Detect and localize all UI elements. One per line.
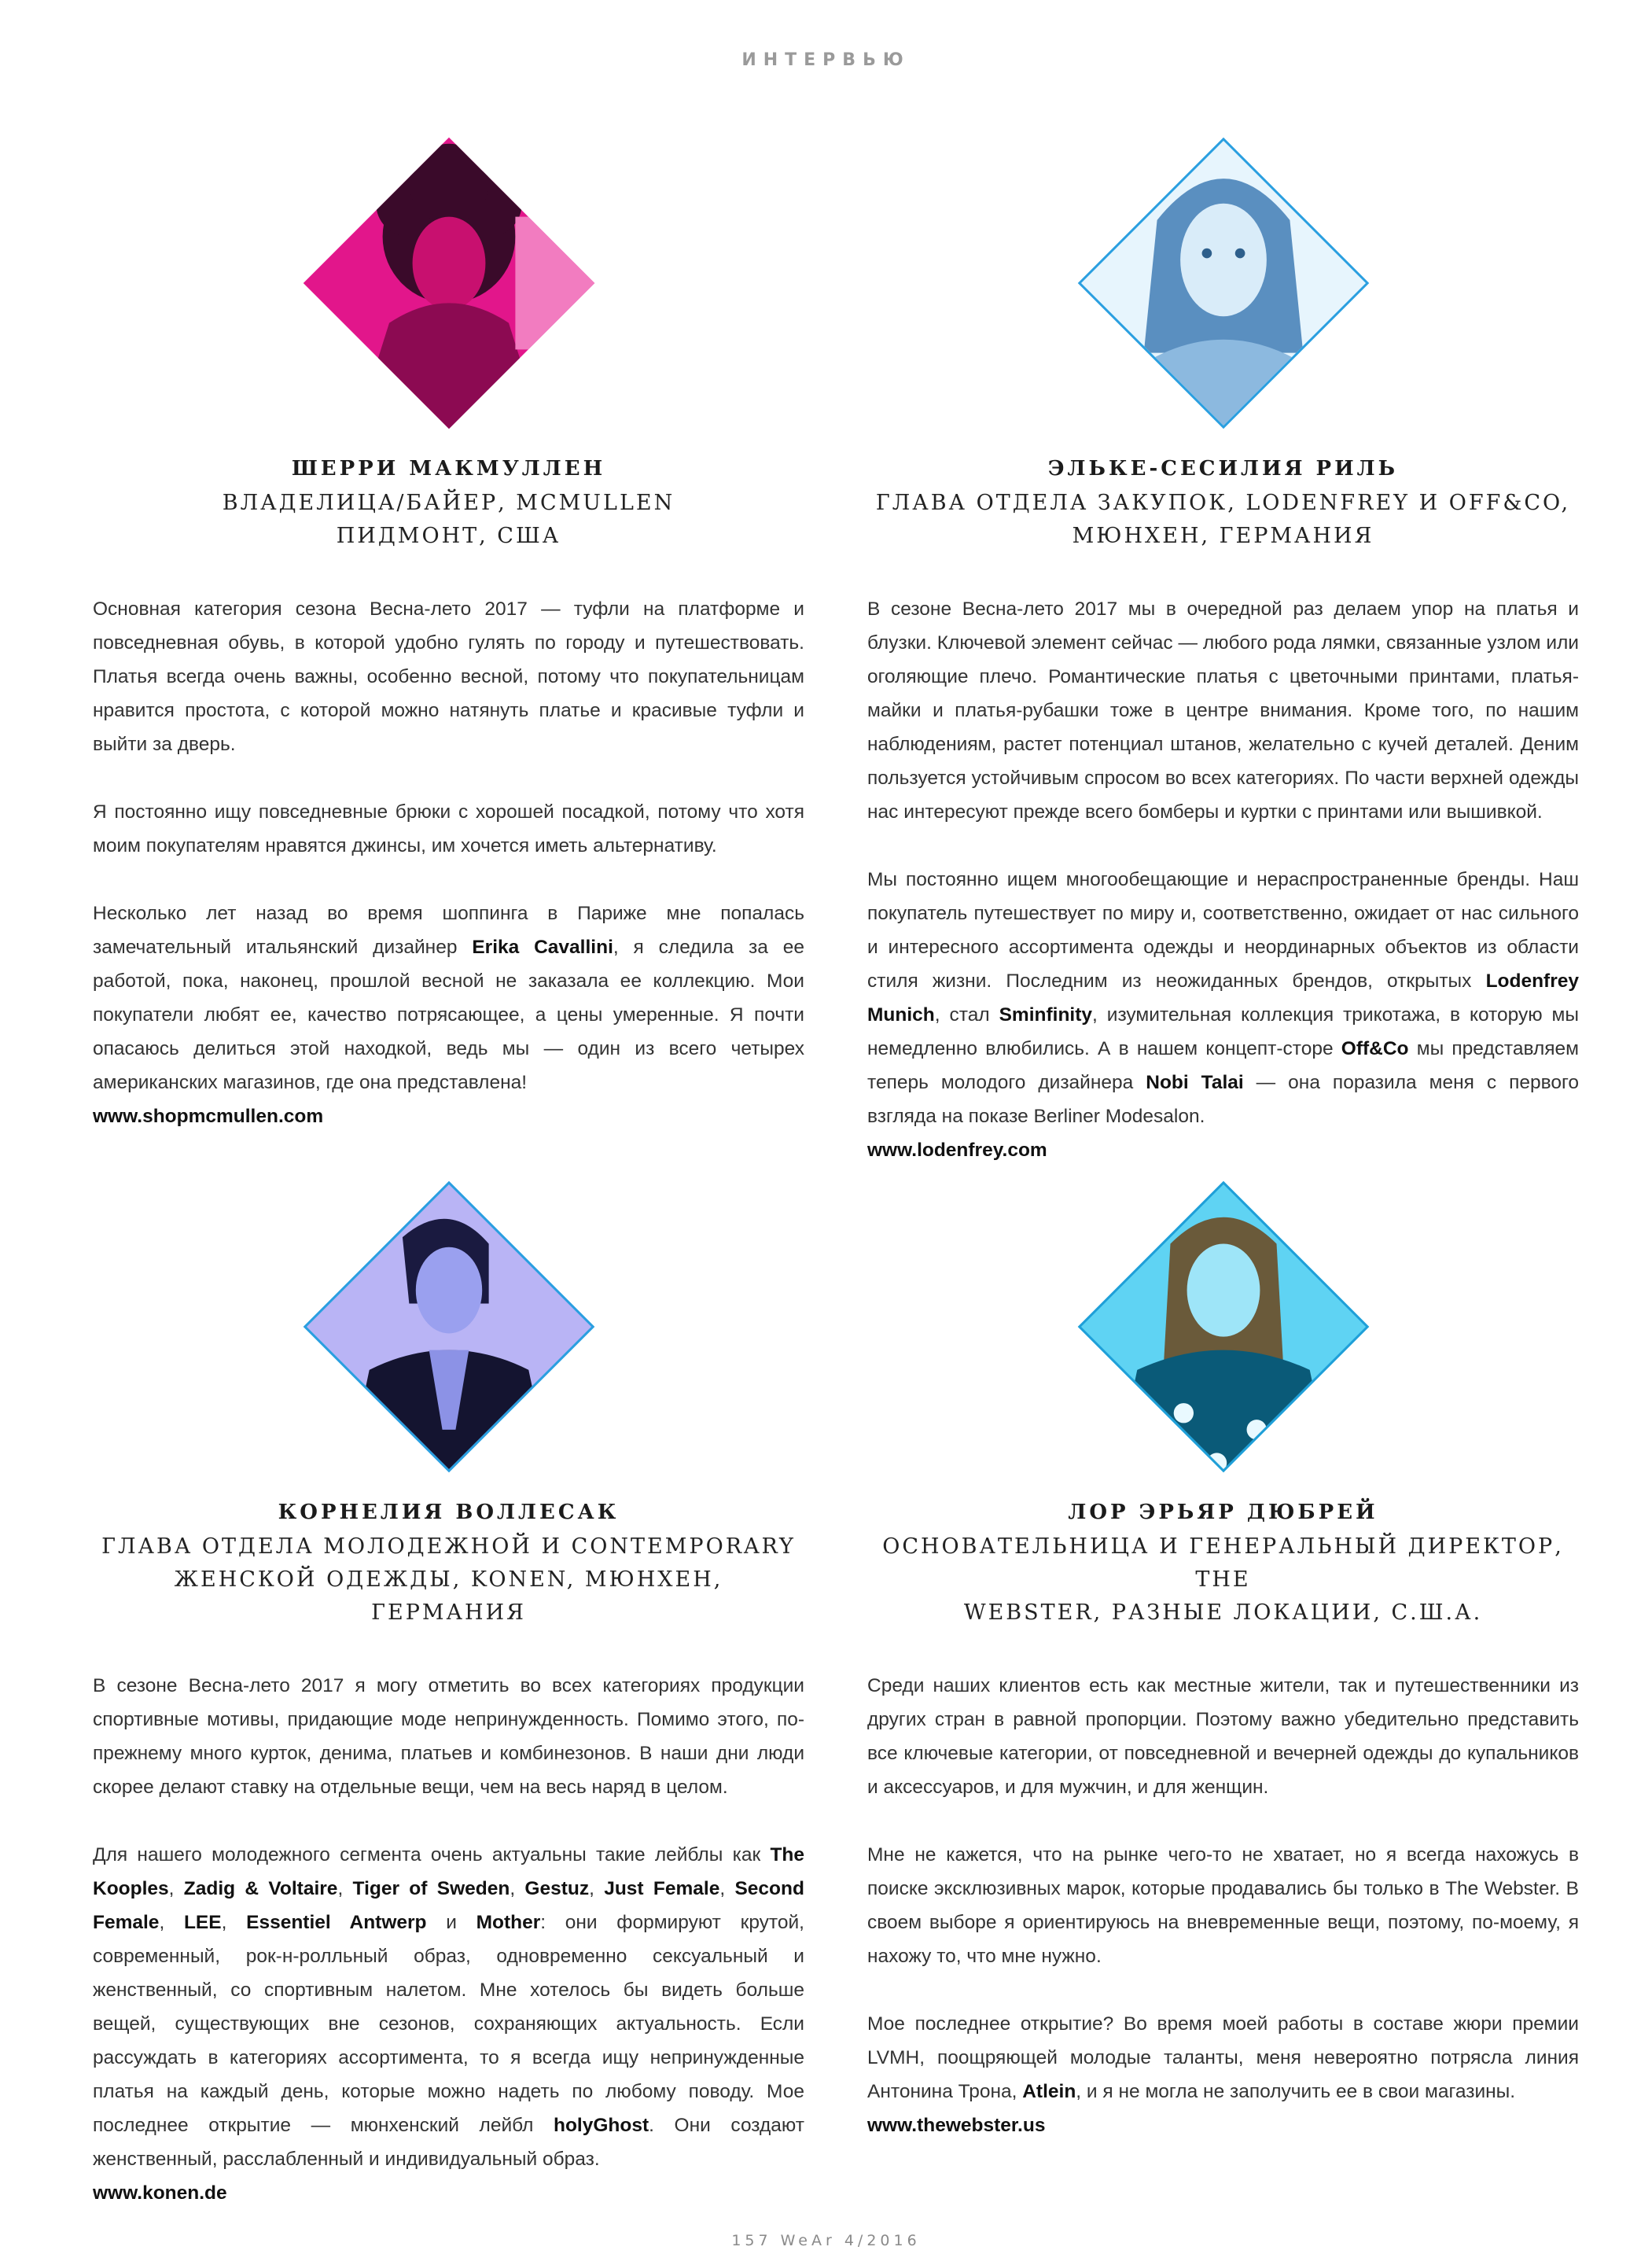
brand-name: Just Female [604, 1878, 720, 1899]
interview-text [93, 1669, 804, 2210]
role-line: ОСНОВАТЕЛЬНИЦА И ГЕНЕРАЛЬНЫЙ ДИРЕКТОР, THE [882, 1534, 1564, 1592]
portrait-photo-cyan [1077, 1181, 1369, 1473]
website-link[interactable]: www.thewebster.us [867, 2115, 1046, 2136]
role-line: ЖЕНСКОЙ ОДЕЖДЫ, KONEN, МЮНХЕН, ГЕРМАНИЯ [174, 1567, 723, 1625]
page-number: 157 [731, 2232, 772, 2249]
role-line: WEBSTER, РАЗНЫЕ ЛОКАЦИИ, С.Ш.А. [963, 1600, 1483, 1625]
website-link[interactable]: www.shopmcmullen.com [93, 1106, 324, 1127]
interview-text [867, 592, 1579, 1167]
interview-card [867, 1181, 1579, 2142]
portrait [1078, 138, 1369, 429]
brand-name: Nobi Talai [1146, 1072, 1244, 1093]
paragraph: Основная категория сезона Весна-лето 2017 — туфли на платформе и повседневная обувь, в которой удобно гулять по городу и путешествовать. Платья всегда очень важны, особенно весной, потому что покупательницам нравится простота, с которой можно натянуть платье и красивые туфли и выйти за дверь. [93, 598, 804, 755]
interview-card [93, 138, 804, 1133]
role-line: ПИДМОНТ, США [336, 524, 561, 548]
paragraph: Мне не кажется, что на рынке чего-то не хватает, но я всегда нахожусь в поиске эксклюзивных марок, которые продавались бы только в The Webster. В своем выборе я ориентируюсь на вневременные вещи, поэтому, по-моему, я нахожу то, что мне нужно. [867, 1844, 1579, 1967]
person-silhouette-icon [1077, 138, 1369, 429]
brand-name: The Kooples [93, 1844, 804, 1899]
portrait [304, 138, 594, 429]
website-link[interactable]: www.konen.de [93, 2182, 227, 2204]
brand-name: Off&Co [1341, 1038, 1409, 1059]
paragraph: В сезоне Весна-лето 2017 я могу отметить во всех категориях продукции спортивные мотивы, придающие моде непринужденность. Помимо этого, по-прежнему много курток, денима, платьев и комбинезонов. В наши дни люди скорее делают ставку на отдельные вещи, чем на весь наряд в целом. [93, 1675, 804, 1798]
paragraph: Мы постоянно ищем многообещающие и нераспространенные бренды. Наш покупатель путешествует по миру и, соответственно, ожидает от нас сильного и интересного ассортимента одежды и неординарных объектов из области стиля жизни. Последним из неожиданных брендов, открытых Lodenfrey Munich, стал Sminfinity, изумительная коллекция трикотажа, в которую мы немедленно влюбились. А в нашем концепт-сторе Off&Co мы представляем теперь молодого дизайнера Nobi Talai — она поразила меня с первого взгляда на показе Berliner Modesalon. [867, 869, 1579, 1127]
role-line: ВЛАДЕЛИЦА/БАЙЕР, MCMULLEN [222, 491, 675, 515]
person-role [93, 487, 804, 553]
paragraph: Несколько лет назад во время шоппинга в Париже мне попалась замечательный итальянский дизайнер Erika Cavallini, я следила за ее работой, пока, наконец, прошлой весной не заказала ее коллекцию. Мои покупатели любят ее, качество потрясающее, а цены умеренные. Я почти опасаюсь делиться этой находкой, ведь мы — один из всего четырех американских магазинов, где она представлена! [93, 903, 804, 1093]
magazine-name: WeAr [780, 2232, 836, 2249]
person-role [867, 1530, 1579, 1630]
brand-name: holyGhost [554, 2115, 649, 2136]
issue-number: 4/2016 [844, 2232, 921, 2249]
portrait-photo-violet [303, 1181, 594, 1473]
person-silhouette-icon [303, 1181, 594, 1473]
portrait-photo-blue [1077, 138, 1369, 429]
section-label: ИНТЕРВЬЮ [741, 50, 911, 70]
person-role [93, 1530, 804, 1630]
brand-name: Lodenfrey Munich [867, 970, 1579, 1026]
brand-name: Atlein [1022, 2081, 1076, 2102]
paragraph: Я постоянно ищу повседневные брюки с хорошей посадкой, потому что хотя моим покупателям нравятся джинсы, им хочется иметь альтернативу. [93, 801, 804, 856]
paragraph: В сезоне Весна-лето 2017 мы в очередной раз делаем упор на платья и блузки. Ключевой элемент сейчас — любого рода лямки, связанные узлом или оголяющие плечо. Романтические платья с цветочными принтами, платья-майки и платья-рубашки тоже в центре внимания. Кроме того, по нашим наблюдениям, растет потенциал штанов, желательно с кучей деталей. Деним пользуется устойчивым спросом во всех категориях. По части верхней одежды нас интересуют прежде всего бомберы и куртки с принтами или вышивкой. [867, 598, 1579, 823]
brand-name: Erika Cavallini [472, 937, 613, 958]
page-footer [0, 2232, 1652, 2249]
brand-name: Sminfinity [999, 1004, 1092, 1026]
brand-name: Second Female [93, 1878, 804, 1933]
person-name: КОРНЕЛИЯ ВОЛЛЕСАК [278, 1501, 620, 1524]
portrait-photo-pink [303, 138, 594, 429]
portrait [1078, 1181, 1369, 1472]
paragraph: Среди наших клиентов есть как местные жители, так и путешественники из других стран в равной пропорции. Поэтому важно убедительно представить все ключевые категории, от повседневной и вечерней одежды до купальников и аксессуаров, и для мужчин, и для женщин. [867, 1675, 1579, 1798]
person-name: ЛОР ЭРЬЯР ДЮБРЕЙ [1068, 1501, 1378, 1524]
portrait [304, 1181, 594, 1472]
website-link[interactable]: www.lodenfrey.com [867, 1140, 1047, 1161]
interview-text [867, 1669, 1579, 2142]
person-role [867, 487, 1579, 553]
interview-card [93, 1181, 804, 2210]
person-silhouette-icon [303, 138, 594, 429]
interview-text [93, 592, 804, 1133]
brand-name: Essentiel Antwerp [246, 1912, 427, 1933]
paragraph: Для нашего молодежного сегмента очень актуальны такие лейблы как The Kooples, Zadig & Voltaire, Tiger of Sweden, Gestuz, Just Female, Second Female, LEE, Essentiel Antwerp и Mother: они формируют крутой, современный, рок-н-ролльный образ, одновременно сексуальный и женственный, со спортивным налетом. Мне хотелось бы видеть больше вещей, существующих вне сезонов, сохраняющих актуальность. Если рассуждать в категориях ассортимента, то я всегда ищу непринужденные платья на каждый день, которые можно надеть по любому поводу. Мое последнее открытие — мюнхенский лейбл holyGhost. Они создают женственный, расслабленный и индивидуальный образ. [93, 1844, 804, 2170]
brand-name: LEE [183, 1912, 222, 1933]
role-line: МЮНХЕН, ГЕРМАНИЯ [1072, 524, 1374, 548]
brand-name: Mother [476, 1912, 541, 1933]
person-name: ШЕРРИ МАКМУЛЛЕН [291, 457, 606, 481]
person-silhouette-icon [1077, 1181, 1369, 1473]
paragraph: Мое последнее открытие? Во время моей работы в составе жюри премии LVMH, поощряющей молодые таланты, меня невероятно потрясла линия Антонина Трона, Atlein, и я не могла не заполучить ее в свои магазины. [867, 2013, 1579, 2102]
brand-name: Tiger of Sweden [352, 1878, 510, 1899]
role-line: ГЛАВА ОТДЕЛА МОЛОДЕЖНОЙ И CONTEMPORARY [101, 1534, 796, 1559]
role-line: ГЛАВА ОТДЕЛА ЗАКУПОК, LODENFREY И OFF&CO, [875, 491, 1571, 515]
person-name: ЭЛЬКЕ-СЕСИЛИЯ РИЛЬ [1047, 457, 1399, 481]
brand-name: Gestuz [524, 1878, 590, 1899]
brand-name: Zadig & Voltaire [183, 1878, 338, 1899]
interview-card [867, 138, 1579, 1167]
